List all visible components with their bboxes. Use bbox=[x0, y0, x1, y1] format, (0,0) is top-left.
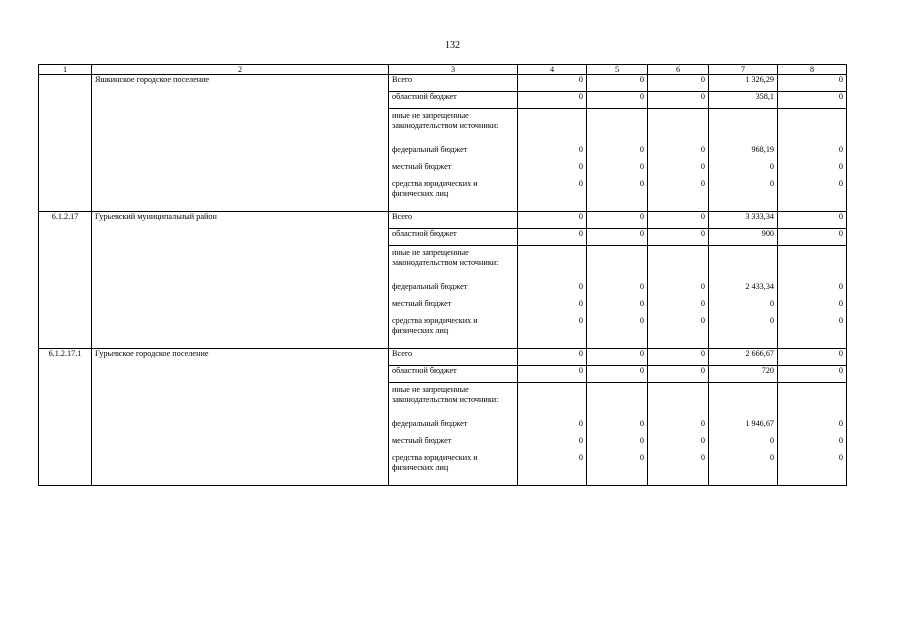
value-c7: 0 bbox=[769, 316, 774, 325]
header-row bbox=[39, 65, 847, 75]
column-header: 2 bbox=[92, 65, 389, 75]
row-name: Яшкинское городское поселение bbox=[92, 75, 389, 212]
column-header: 6 bbox=[648, 65, 709, 75]
value-c4: 0 bbox=[518, 229, 587, 246]
funding-source: местный бюджет bbox=[392, 162, 452, 171]
value-stack-c7 bbox=[709, 383, 778, 486]
value-c7: 0 bbox=[769, 179, 774, 188]
funding-source: федеральный бюджет bbox=[392, 145, 468, 154]
value-c8: 0 bbox=[778, 229, 847, 246]
row-code bbox=[39, 75, 92, 212]
value-stack-c6 bbox=[648, 109, 709, 212]
funding-source: областной бюджет bbox=[389, 366, 518, 383]
value-c6: 0 bbox=[700, 316, 705, 325]
value-c5: 0 bbox=[639, 453, 644, 462]
value-c8: 0 bbox=[838, 436, 843, 445]
value-c5: 0 bbox=[639, 179, 644, 188]
row-code: 6.1.2.17.1 bbox=[39, 349, 92, 486]
value-c8: 0 bbox=[838, 179, 843, 188]
table-row bbox=[39, 75, 847, 92]
value-c5: 0 bbox=[587, 229, 648, 246]
value-stack-c6 bbox=[648, 246, 709, 349]
page-number: 132 bbox=[445, 40, 460, 51]
column-header: 3 bbox=[389, 65, 518, 75]
value-c4: 0 bbox=[578, 453, 583, 462]
table-row bbox=[39, 349, 847, 366]
value-stack-c4 bbox=[518, 383, 587, 486]
value-c5: 0 bbox=[639, 419, 644, 428]
value-c4: 0 bbox=[518, 349, 587, 366]
column-header: 5 bbox=[587, 65, 648, 75]
funding-source: федеральный бюджет bbox=[392, 419, 468, 428]
value-stack-c7 bbox=[709, 246, 778, 349]
value-c5: 0 bbox=[639, 436, 644, 445]
value-c6: 0 bbox=[700, 299, 705, 308]
value-c8: 0 bbox=[838, 145, 843, 154]
value-c6: 0 bbox=[648, 366, 709, 383]
value-c4: 0 bbox=[518, 212, 587, 229]
funding-source: областной бюджет bbox=[389, 229, 518, 246]
value-stack-c4 bbox=[518, 246, 587, 349]
value-c8: 0 bbox=[838, 299, 843, 308]
value-c7: 358,1 bbox=[709, 92, 778, 109]
value-c7: 3 333,34 bbox=[709, 212, 778, 229]
value-c5: 0 bbox=[639, 316, 644, 325]
value-c4: 0 bbox=[518, 92, 587, 109]
value-c6: 0 bbox=[648, 75, 709, 92]
funding-source: Всего bbox=[389, 212, 518, 229]
value-c8: 0 bbox=[778, 75, 847, 92]
row-name: Гурьевское городское поселение bbox=[92, 349, 389, 486]
other-sources-cell bbox=[389, 383, 518, 486]
value-c7: 1 946,67 bbox=[745, 419, 774, 428]
value-c8: 0 bbox=[778, 92, 847, 109]
value-c6: 0 bbox=[700, 419, 705, 428]
value-c5: 0 bbox=[639, 299, 644, 308]
value-stack-c8 bbox=[778, 246, 847, 349]
value-stack-c5 bbox=[587, 246, 648, 349]
value-c4: 0 bbox=[518, 366, 587, 383]
table-row bbox=[39, 212, 847, 229]
value-c8: 0 bbox=[838, 316, 843, 325]
funding-source: Всего bbox=[389, 349, 518, 366]
value-c8: 0 bbox=[838, 282, 843, 291]
value-c4: 0 bbox=[578, 316, 583, 325]
budget-table bbox=[38, 64, 847, 486]
funding-source: Всего bbox=[389, 75, 518, 92]
value-c6: 0 bbox=[648, 212, 709, 229]
other-sources-note: иные не запрещенные законодательством источники: bbox=[392, 248, 499, 267]
value-c7: 2 433,34 bbox=[745, 282, 774, 291]
value-c7: 968,19 bbox=[751, 145, 774, 154]
funding-source: федеральный бюджет bbox=[392, 282, 468, 291]
other-sources-note: иные не запрещенные законодательством источники: bbox=[392, 111, 499, 130]
value-c7: 0 bbox=[769, 162, 774, 171]
value-c8: 0 bbox=[778, 366, 847, 383]
value-c6: 0 bbox=[700, 145, 705, 154]
value-c5: 0 bbox=[639, 162, 644, 171]
value-c7: 2 666,67 bbox=[709, 349, 778, 366]
funding-source: средства юридических и физических лиц bbox=[392, 453, 478, 472]
value-c6: 0 bbox=[700, 453, 705, 462]
value-stack-c8 bbox=[778, 383, 847, 486]
value-c5: 0 bbox=[639, 145, 644, 154]
value-c7: 720 bbox=[709, 366, 778, 383]
value-c6: 0 bbox=[700, 179, 705, 188]
value-c8: 0 bbox=[778, 349, 847, 366]
funding-source: местный бюджет bbox=[392, 436, 452, 445]
value-c4: 0 bbox=[578, 179, 583, 188]
value-c4: 0 bbox=[518, 75, 587, 92]
row-name: Гурьевский муниципальный район bbox=[92, 212, 389, 349]
value-c6: 0 bbox=[648, 349, 709, 366]
value-c7: 0 bbox=[769, 299, 774, 308]
column-header: 7 bbox=[709, 65, 778, 75]
column-header: 1 bbox=[39, 65, 92, 75]
value-c8: 0 bbox=[838, 419, 843, 428]
value-c6: 0 bbox=[700, 282, 705, 291]
value-c4: 0 bbox=[578, 145, 583, 154]
value-c6: 0 bbox=[700, 162, 705, 171]
value-c7: 0 bbox=[769, 436, 774, 445]
column-header: 8 bbox=[778, 65, 847, 75]
value-c6: 0 bbox=[648, 229, 709, 246]
column-header: 4 bbox=[518, 65, 587, 75]
value-stack-c6 bbox=[648, 383, 709, 486]
value-c5: 0 bbox=[587, 212, 648, 229]
row-code: 6.1.2.17 bbox=[39, 212, 92, 349]
value-c4: 0 bbox=[578, 162, 583, 171]
value-c5: 0 bbox=[587, 92, 648, 109]
value-stack-c5 bbox=[587, 383, 648, 486]
value-c5: 0 bbox=[587, 366, 648, 383]
value-stack-c8 bbox=[778, 109, 847, 212]
funding-source: средства юридических и физических лиц bbox=[392, 316, 478, 335]
value-stack-c7 bbox=[709, 109, 778, 212]
table-body bbox=[39, 75, 847, 486]
funding-source: средства юридических и физических лиц bbox=[392, 179, 478, 198]
other-sources-cell bbox=[389, 246, 518, 349]
value-c8: 0 bbox=[838, 162, 843, 171]
value-c7: 1 326,29 bbox=[709, 75, 778, 92]
funding-source: местный бюджет bbox=[392, 299, 452, 308]
value-c4: 0 bbox=[578, 299, 583, 308]
value-c6: 0 bbox=[700, 436, 705, 445]
value-c5: 0 bbox=[587, 349, 648, 366]
value-stack-c4 bbox=[518, 109, 587, 212]
value-c5: 0 bbox=[587, 75, 648, 92]
value-c5: 0 bbox=[639, 282, 644, 291]
value-c8: 0 bbox=[778, 212, 847, 229]
other-sources-cell bbox=[389, 109, 518, 212]
value-stack-c5 bbox=[587, 109, 648, 212]
other-sources-note: иные не запрещенные законодательством источники: bbox=[392, 385, 499, 404]
value-c8: 0 bbox=[838, 453, 843, 462]
value-c4: 0 bbox=[578, 282, 583, 291]
value-c7: 900 bbox=[709, 229, 778, 246]
value-c4: 0 bbox=[578, 419, 583, 428]
value-c6: 0 bbox=[648, 92, 709, 109]
funding-source: областной бюджет bbox=[389, 92, 518, 109]
value-c7: 0 bbox=[769, 453, 774, 462]
value-c4: 0 bbox=[578, 436, 583, 445]
